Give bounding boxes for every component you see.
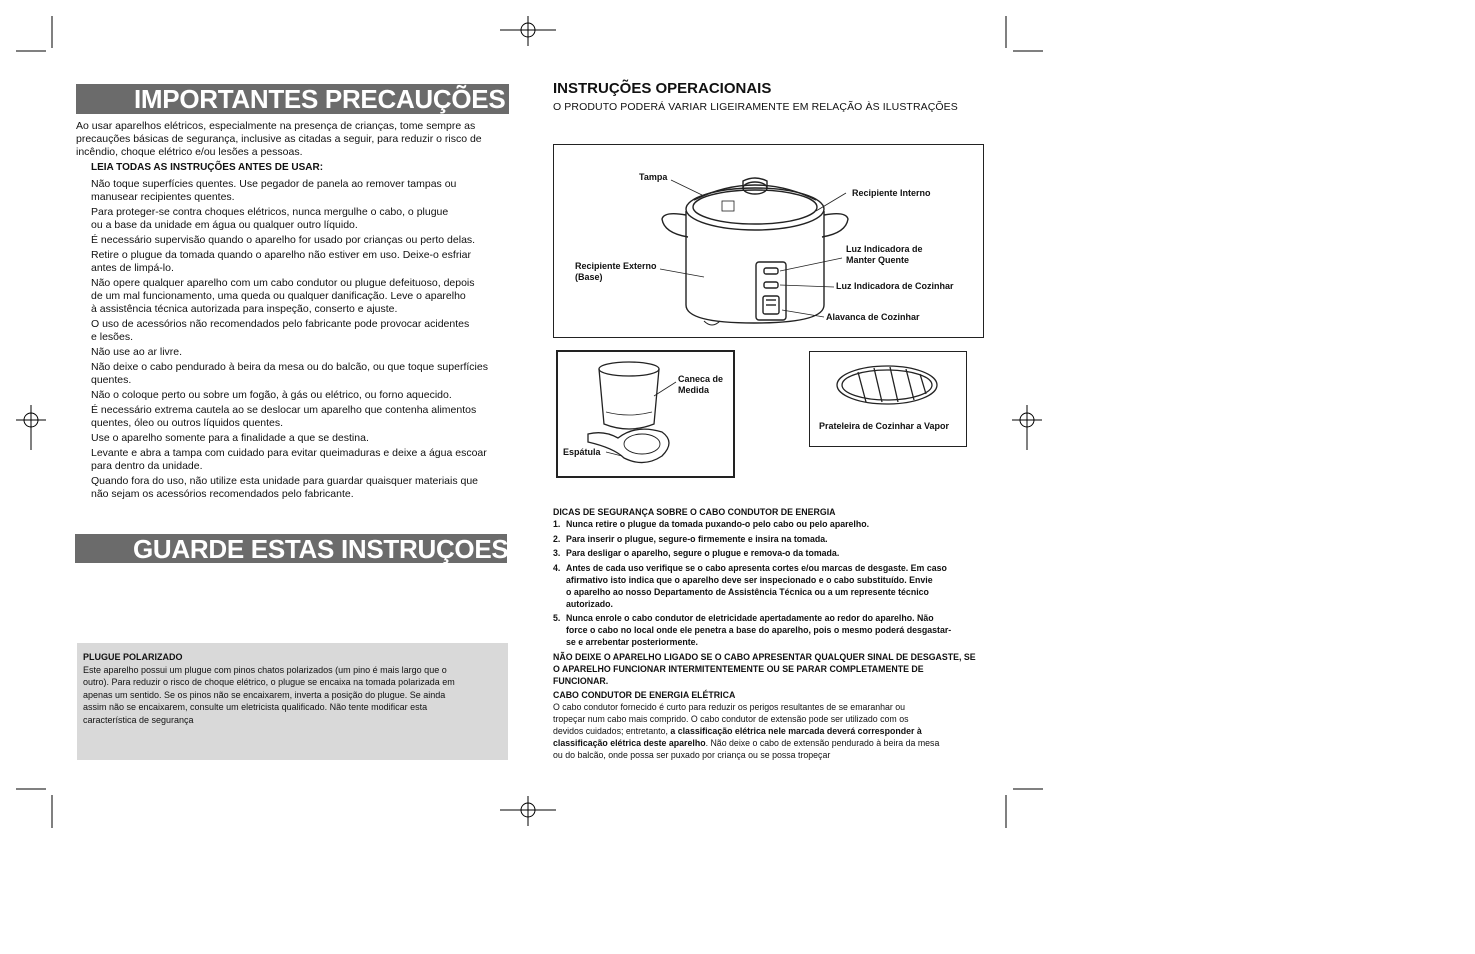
tip-number: 4. (553, 562, 561, 573)
warning-line: quentes. (91, 374, 132, 386)
warning-line: Não o coloque perto ou sobre um fogão, à gás ou elétrico, ou forno aquecido. (91, 389, 452, 401)
registration-mark-bottom (500, 796, 556, 826)
rice-cooker-illustration (554, 145, 983, 337)
operating-instructions-title: INSTRUÇÕES OPERACIONAIS (553, 80, 772, 97)
warning-line: de um mal funcionamento, uma queda ou qualquer danificação. Leve o aparelho (91, 290, 466, 302)
warning-line: Não use ao ar livre. (91, 346, 183, 358)
warning-line: O uso de acessórios não recomendados pelo fabricante pode provocar acidentes (91, 318, 470, 330)
label-line: Manter Quente (846, 255, 910, 265)
warning-item (91, 447, 511, 473)
cord-warning-caps (553, 651, 983, 687)
polarized-plug-title: PLUGUE POLARIZADO (83, 652, 183, 662)
warning-line: à assistência técnica autorizada para inspeção, conserto e ajuste. (91, 303, 398, 315)
warning-line: Retire o plugue da tomada quando o aparelho não estiver em uso. Deixe-o esfriar (91, 249, 471, 261)
warning-item (91, 178, 511, 204)
polarized-line: característica de segurança (83, 714, 194, 725)
warning-line: e lesões. (91, 331, 134, 343)
cord-elec-line: ou do balcão, onde possa ser puxado por criança ou se possa tropeçar (553, 749, 831, 760)
label-line: Luz Indicadora de (846, 244, 923, 254)
warning-item (91, 432, 511, 445)
warning-line: ou a base da unidade em água ou qualquer outro líquido. (91, 219, 358, 231)
warning-line: Não deixe o cabo pendurado à beira da mesa ou do balcão, ou que toque superfícies (91, 361, 488, 373)
label-alavanca: Alavanca de Cozinhar (826, 312, 920, 322)
intro-line: precauções básicas de segurança, inclusive as citadas a seguir, para reduzir o risco de (76, 133, 482, 145)
warning-item (91, 475, 511, 501)
polarized-line: Este aparelho possui um plugue com pinos chatos polarizados (um pino é mais largo que o (83, 664, 447, 675)
label-espatula: Espátula (563, 447, 601, 457)
warning-line: Levante e abra a tampa com cuidado para evitar queimaduras e deixe a água escoar (91, 447, 487, 459)
cord-elec-bold-span: classificação elétrica deste aparelho (553, 737, 706, 748)
cord-elec-line (553, 725, 983, 737)
warning-item (91, 389, 511, 402)
warning-line: Use o aparelho somente para a finalidade a que se destina. (91, 432, 369, 444)
warning-caps-line: FUNCIONAR. (553, 675, 609, 686)
warning-item (91, 277, 511, 316)
polarized-line: outro). Para reduzir o risco de choque elétrico, o plugue se encaixa na tomada polarizada em (83, 677, 455, 687)
polarized-plug-box (77, 643, 508, 760)
tip-line: autorizado. (566, 598, 613, 609)
label-luz-manter-quente (846, 244, 923, 266)
cord-tip (553, 612, 983, 648)
label-line: (Base) (575, 272, 603, 282)
polarized-line: assim não se encaixarem, consulte um eletricista qualificado. Não tente modificar esta (83, 702, 428, 712)
warning-line: para dentro da unidade. (91, 460, 203, 472)
cord-safety-heading: DICAS DE SEGURANÇA SOBRE O CABO CONDUTOR DE ENERGIA (553, 507, 836, 517)
tip-line: Para inserir o plugue, segure-o firmemente e insira na tomada. (566, 533, 828, 544)
tip-line: o aparelho ao nosso Departamento de Assistência Técnica ou a um represente técnico (566, 586, 929, 597)
tip-line: Para desligar o aparelho, segure o plugue e remova-o da tomada. (566, 548, 840, 558)
label-tampa: Tampa (639, 172, 668, 182)
tip-line: afirmativo isto indica que o aparelho deve ser inspecionado e o cabo substituído. Envie (566, 574, 933, 585)
tip-number: 3. (553, 548, 561, 558)
cord-elec-span: . Não deixe o cabo de extensão pendurado à beira da mesa (705, 737, 940, 748)
label-line: Caneca de (678, 374, 724, 384)
tip-line: se e arrebentar posteriormente. (566, 637, 699, 647)
steam-rack-figure (809, 351, 967, 447)
label-line: Recipiente Externo (575, 261, 657, 271)
warning-line: antes de limpá-lo. (91, 262, 174, 274)
tip-line: Antes de cada uso verifique se o cabo apresenta cortes e/ou marcas de desgaste. Em caso (566, 562, 947, 573)
label-recipiente-interno: Recipiente Interno (852, 188, 931, 198)
warning-line: manusear recipientes quentes. (91, 191, 235, 203)
warning-item (91, 346, 511, 359)
warning-caps-line: O APARELHO FUNCIONAR INTERMITENTEMENTE OU SE PARAR COMPLETAMENTE DE (553, 663, 924, 674)
warning-line: não sejam os acessórios recomendados pelo fabricante. (91, 488, 354, 500)
tip-number: 5. (553, 613, 561, 623)
warning-item (91, 404, 511, 430)
intro-paragraph (76, 120, 506, 159)
intro-line: Ao usar aparelhos elétricos, especialmente na presença de crianças, tome sempre as (76, 120, 476, 132)
cord-elec-line (553, 737, 983, 749)
cord-elec-span: devidos cuidados; entretanto, (553, 725, 671, 736)
warning-item (91, 361, 511, 387)
cord-tip (553, 533, 983, 545)
registration-mark-right (1012, 405, 1042, 450)
cord-safety-section (553, 506, 983, 761)
tip-line: Nunca enrole o cabo condutor de eletricidade apertadamente ao redor do aparelho. Não (566, 613, 934, 623)
label-line: Medida (678, 385, 710, 395)
warning-line: É necessário supervisão quando o aparelho for usado por crianças ou perto delas. (91, 234, 476, 246)
intro-line: incêndio, choque elétrico e/ou lesões a pessoas. (76, 146, 303, 158)
warning-item (91, 206, 511, 232)
polarized-line: apenas um sentido. Se os pinos não se encaixarem, inverta a posição do plugue. Se ainda (83, 689, 446, 700)
warning-line: Para proteger-se contra choques elétricos, nunca mergulhe o cabo, o plugue (91, 206, 449, 218)
warning-item (91, 234, 511, 247)
accessories-figure (556, 350, 735, 478)
warning-line: quentes, óleo ou outros líquidos quentes. (91, 417, 284, 429)
label-caneca-medida (678, 374, 723, 396)
cord-elec-line: O cabo condutor fornecido é curto para reduzir os perigos resultantes de se emaranhar ou (553, 701, 906, 712)
warning-line: Não opere qualquer aparelho com um cabo condutor ou plugue defeituoso, depois (91, 277, 475, 289)
tip-number: 1. (553, 519, 561, 529)
warnings-list (91, 178, 511, 503)
warning-line: É necessário extrema cautela ao se deslocar um aparelho que contenha alimentos (91, 404, 477, 416)
cord-elec-bold-span: a classificação elétrica nele marcada deverá corresponder à (670, 725, 922, 736)
registration-mark-left (16, 405, 46, 450)
label-recipiente-externo (575, 261, 657, 283)
cord-elec-heading: CABO CONDUTOR DE ENERGIA ELÉTRICA (553, 689, 736, 700)
registration-mark-top (500, 16, 556, 46)
cord-tip (553, 547, 983, 559)
banner-importantes-precaucoes: IMPORTANTES PRECAUÇÕES (76, 84, 509, 114)
cord-elec-line: tropeçar num cabo mais comprido. O cabo condutor de extensão pode ser utilizado com os (553, 713, 909, 724)
cord-elec-paragraph (553, 701, 983, 761)
tip-line: Nunca retire o plugue da tomada puxando-o pelo cabo ou pelo aparelho. (566, 519, 870, 529)
read-instructions-heading: LEIA TODAS AS INSTRUÇÕES ANTES DE USAR: (91, 162, 324, 173)
cord-tips-list (553, 518, 983, 648)
rice-cooker-figure (553, 144, 984, 338)
cord-tip (553, 518, 983, 530)
warning-item (91, 318, 511, 344)
warning-line: Quando fora do uso, não utilize esta unidade para guardar quaisquer materiais que (91, 475, 479, 487)
label-prateleira: Prateleira de Cozinhar a Vapor (819, 421, 950, 431)
cord-tip (553, 562, 983, 610)
banner-guarde-estas-instrucoes: GUARDE ESTAS INSTRUÇOES (75, 534, 507, 563)
warning-item (91, 249, 511, 275)
warning-line: Não toque superfícies quentes. Use pegador de panela ao remover tampas ou (91, 178, 457, 190)
warning-caps-line: NÃO DEIXE O APARELHO LIGADO SE O CABO APRESENTAR QUALQUER SINAL DE DESGASTE, SE (553, 651, 976, 662)
label-luz-cozinhar: Luz Indicadora de Cozinhar (836, 281, 954, 291)
tip-line: force o cabo no local onde ele penetra a base do aparelho, pois o mesmo poderá desgastar- (566, 625, 952, 635)
tip-number: 2. (553, 533, 561, 544)
operating-instructions-subtitle: O PRODUTO PODERÁ VARIAR LIGEIRAMENTE EM RELAÇÃO ÀS ILUSTRAÇÕES (553, 101, 958, 113)
